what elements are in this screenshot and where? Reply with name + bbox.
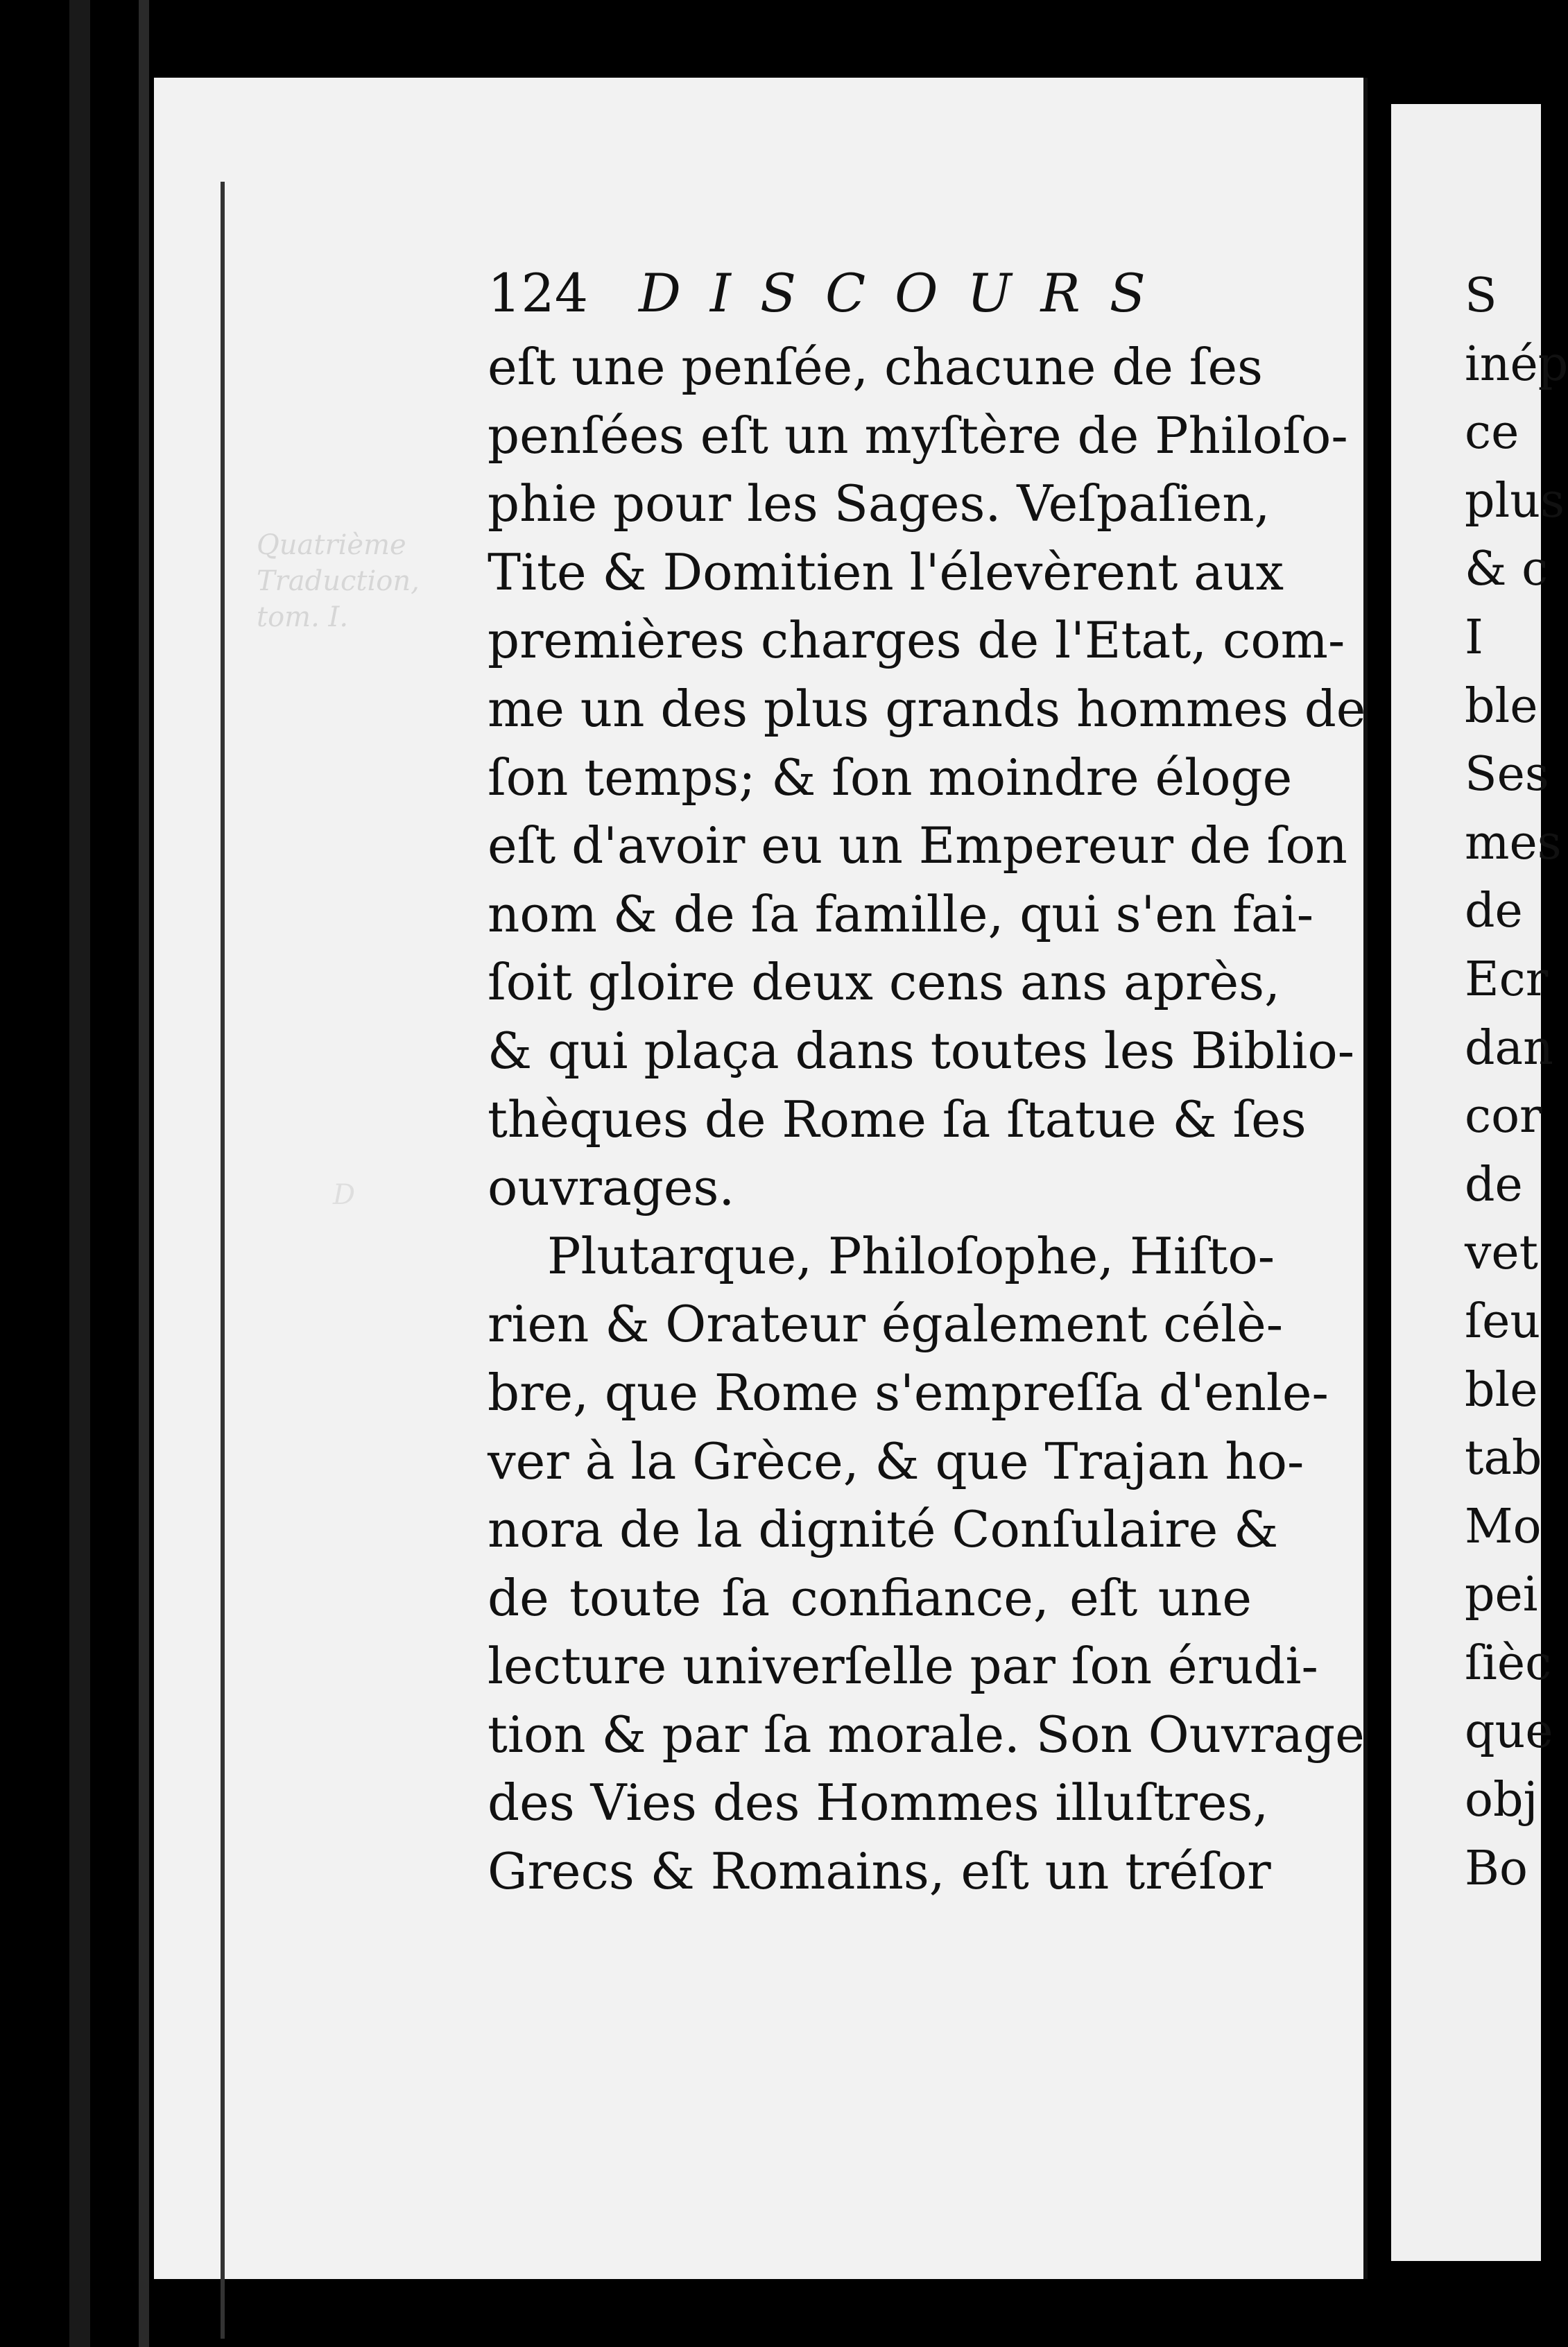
- text-line: lecture univerſelle par ſon érudi-: [488, 1637, 1318, 1696]
- right-page-text: [1465, 262, 1568, 1903]
- right-page-fragment: ſièc: [1465, 1635, 1552, 1691]
- right-page-fragment: ble: [1465, 1362, 1538, 1418]
- right-page-fragment: ce: [1465, 405, 1519, 461]
- page-number: 124: [488, 262, 589, 324]
- body-text: [488, 333, 1366, 1906]
- text-line: des Vies des Hommes illuſtres,: [488, 1773, 1269, 1832]
- text-line: me un des plus grands hommes de: [488, 679, 1366, 738]
- bleed-through-margin-note: Quatrième Traduction, tom. I.: [257, 529, 420, 633]
- right-page-fragment: Bo: [1465, 1841, 1528, 1896]
- right-page-fragment: de: [1465, 884, 1523, 939]
- right-page-fragment: obj: [1465, 1773, 1538, 1828]
- right-page-fragment: Ses: [1465, 747, 1549, 802]
- right-page-fragment: inép: [1465, 336, 1568, 392]
- text-line: premières charges de l'Etat, com-: [488, 611, 1345, 670]
- text-line: penſées eſt un myſtère de Philoſo-: [488, 406, 1348, 465]
- text-line: ouvrages.: [488, 1158, 735, 1217]
- right-page-fragment: I: [1465, 610, 1483, 665]
- text-line: Plutarque, Philoſophe, Hiſto-: [547, 1226, 1275, 1285]
- text-line: rien & Orateur également célè-: [488, 1295, 1284, 1354]
- text-line: eſt une penſée, chacune de ſes: [488, 338, 1264, 396]
- text-line: ver à la Grèce, & que Trajan ho-: [488, 1432, 1304, 1490]
- right-page-fragment: Ecr: [1465, 952, 1549, 1007]
- right-page-fragment: plus: [1465, 473, 1565, 528]
- text-line: & qui plaça dans toutes les Biblio-: [488, 1021, 1355, 1080]
- text-line: ſoit gloire deux cens ans après,: [488, 953, 1280, 1012]
- bleed-through-text: D: [333, 1179, 356, 1211]
- text-line: de toute ſa confiance, eſt une: [488, 1568, 1252, 1627]
- right-page-fragment: Mo: [1465, 1499, 1542, 1554]
- text-line: bre, que Rome s'empreſſa d'enle-: [488, 1363, 1329, 1422]
- page-fold-shadow: [221, 182, 225, 2339]
- right-page-fragment: pei: [1465, 1567, 1538, 1623]
- right-page-fragment: tab: [1465, 1431, 1542, 1486]
- right-page-fragment: cor: [1465, 1089, 1542, 1144]
- right-page-fragment: vet: [1465, 1226, 1538, 1281]
- text-line: nom & de ſa famille, qui s'en fai-: [488, 884, 1314, 943]
- page-header: [488, 262, 1250, 338]
- text-line: thèques de Rome ſa ſtatue & ſes: [488, 1090, 1307, 1149]
- text-line: eſt d'avoir eu un Empereur de ſon: [488, 816, 1347, 875]
- right-page-fragment: mes: [1465, 815, 1562, 870]
- text-line: Tite & Domitien l'élevèrent aux: [488, 542, 1284, 601]
- right-page-fragment: S: [1465, 268, 1497, 323]
- book-binding-edge: [0, 0, 149, 2347]
- text-line: tion & par ſa morale. Son Ouvrage: [488, 1705, 1365, 1764]
- text-line: ſon temps; & ſon moindre éloge: [488, 748, 1293, 807]
- text-line: nora de la dignité Conſulaire &: [488, 1500, 1279, 1559]
- right-page-fragment: & c: [1465, 542, 1549, 597]
- text-line: Grecs & Romains, eſt un tréſor: [488, 1842, 1271, 1901]
- right-page-fragment: que: [1465, 1704, 1553, 1760]
- text-line: phie pour les Sages. Veſpaſien,: [488, 474, 1270, 533]
- right-page-fragment: ble: [1465, 678, 1538, 734]
- right-page-fragment: dan: [1465, 1020, 1553, 1076]
- right-page-fragment: de: [1465, 1157, 1523, 1212]
- running-head: DISCOURS: [639, 262, 1175, 324]
- right-page-fragment: ſeu: [1465, 1293, 1541, 1349]
